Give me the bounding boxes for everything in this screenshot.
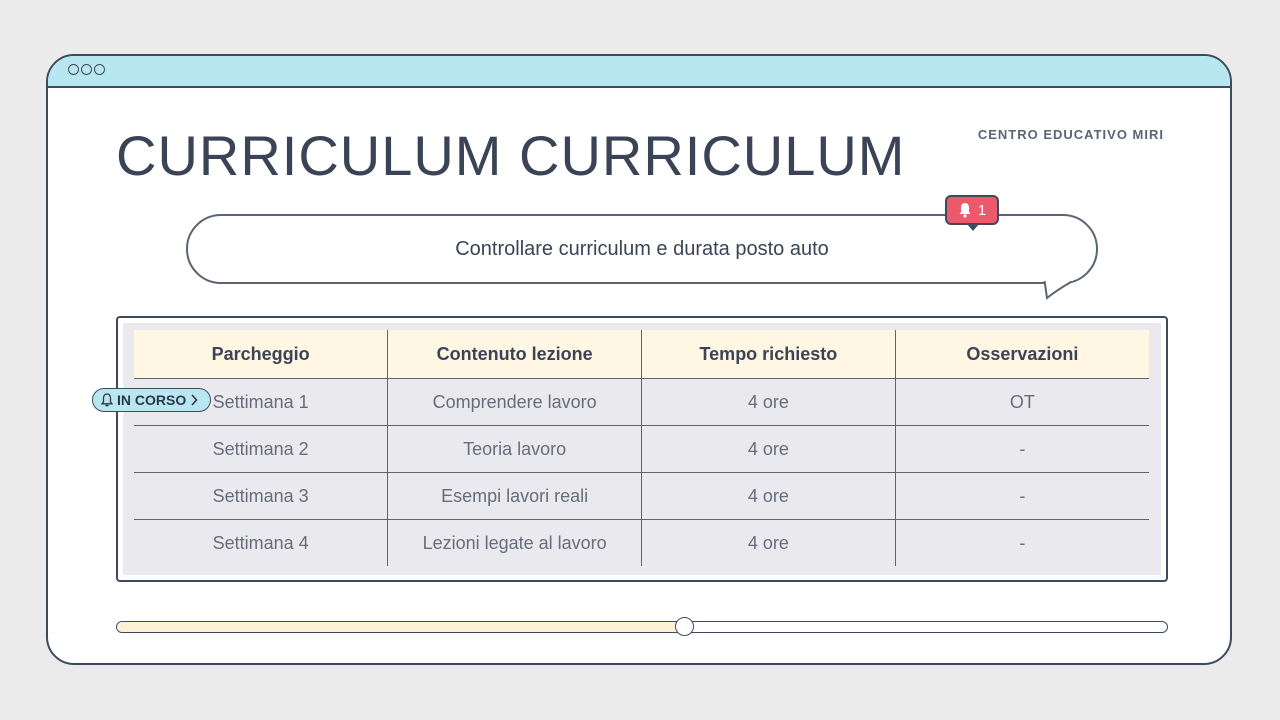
bell-icon bbox=[958, 202, 972, 218]
slider-thumb[interactable] bbox=[675, 617, 694, 636]
table-row bbox=[134, 520, 1149, 567]
window-dot-icon[interactable] bbox=[81, 64, 92, 75]
organization-name: CENTRO EDUCATIVO MIRI bbox=[977, 127, 1164, 142]
table-cell: Esempi lavori reali bbox=[388, 473, 642, 520]
table-cell: Settimana 1 bbox=[134, 379, 388, 426]
column-header: Parcheggio bbox=[134, 330, 388, 379]
table-cell: 4 ore bbox=[642, 473, 896, 520]
table-cell: 4 ore bbox=[642, 426, 896, 473]
table-cell: 4 ore bbox=[642, 379, 896, 426]
table-cell: OT bbox=[895, 379, 1149, 426]
table-cell: Lezioni legate al lavoro bbox=[388, 520, 642, 567]
table-row bbox=[134, 426, 1149, 473]
table-cell: - bbox=[895, 426, 1149, 473]
table-cell: Comprendere lavoro bbox=[388, 379, 642, 426]
status-badge[interactable] bbox=[92, 388, 211, 412]
table-cell: Settimana 4 bbox=[212, 532, 309, 553]
page-title: CURRICULUM CURRICULUM bbox=[116, 124, 906, 187]
window-controls bbox=[68, 64, 105, 75]
column-header: Tempo richiesto bbox=[642, 330, 896, 379]
window-dot-icon[interactable] bbox=[68, 64, 79, 75]
chevron-right-icon bbox=[190, 394, 198, 406]
notification-count: 1 bbox=[977, 201, 987, 219]
progress-slider[interactable] bbox=[116, 621, 1168, 633]
table-cell: - bbox=[895, 473, 1149, 520]
table-cell: 4 ore bbox=[642, 520, 896, 567]
notification-badge[interactable] bbox=[945, 195, 999, 225]
curriculum-table bbox=[134, 330, 1149, 566]
column-header: Osservazioni bbox=[895, 330, 1149, 379]
table-background bbox=[123, 323, 1161, 575]
window-dot-icon[interactable] bbox=[94, 64, 105, 75]
table-cell: Teoria lavoro bbox=[388, 426, 642, 473]
slider-fill bbox=[117, 622, 684, 632]
column-header: Contenuto lezione bbox=[388, 330, 642, 379]
bubble-tail-icon bbox=[1043, 276, 1073, 300]
table-header-row bbox=[134, 330, 1149, 379]
app-window bbox=[46, 54, 1232, 665]
table-cell: - bbox=[895, 520, 1149, 567]
curriculum-table-frame bbox=[116, 316, 1168, 582]
bubble-text: Controllare curriculum e durata posto auto bbox=[455, 237, 829, 260]
table-cell: Settimana 2 bbox=[134, 426, 388, 473]
table-row bbox=[134, 473, 1149, 520]
table-cell: Settimana 3 bbox=[134, 473, 388, 520]
status-label: IN CORSO bbox=[117, 392, 187, 408]
bell-icon bbox=[101, 393, 113, 407]
table-row bbox=[134, 379, 1149, 426]
window-titlebar bbox=[48, 56, 1230, 88]
